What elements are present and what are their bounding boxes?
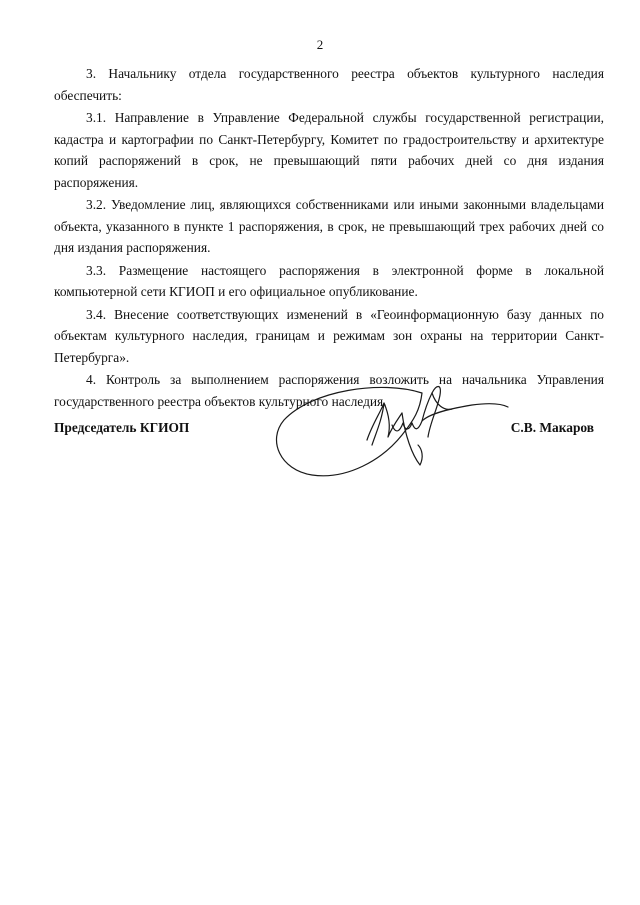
paragraph-3: 3. Начальнику отдела государственного реестра объектов культурного наследия обеспечить: (54, 66, 604, 103)
signer-name: С.В. Макаров (510, 420, 594, 435)
paragraph-4: 4. Контроль за выполнением распоряжения возложить на начальника Управления государственного реестра объектов культурного наследия. (54, 372, 604, 409)
signer-title: Председатель КГИОП (54, 420, 190, 435)
paragraph-3-1: 3.1. Направление в Управление Федеральной службы государственной регистрации, кадастра и картографии по Санкт-Петербургу, Комитет по градостроительству и архитектуре копий распоряжений в срок, не превышающий пяти рабочих дней со дня издания распоряжения. (54, 110, 604, 190)
paragraph-3-3: 3.3. Размещение настоящего распоряжения в электронной форме в локальной компьютерной сети КГИОП и его официальное опубликование. (54, 262, 604, 299)
document-body (54, 63, 604, 413)
signature-block (54, 365, 594, 495)
page-number: 2 (316, 37, 324, 52)
handwritten-signature (272, 365, 512, 490)
paragraph-3-2: 3.2. Уведомление лиц, являющихся собственниками или иными законными владельцами объекта, указанного в пункте 1 распоряжения, в срок, не превышающий трех рабочих дней со дня издания распоряжения. (54, 197, 604, 255)
paragraph-3-4: 3.4. Внесение соответствующих изменений в «Геоинформационную базу данных по объектам культурного наследия, границам и режимам зон охраны на территории Санкт-Петербурга». (54, 306, 604, 365)
